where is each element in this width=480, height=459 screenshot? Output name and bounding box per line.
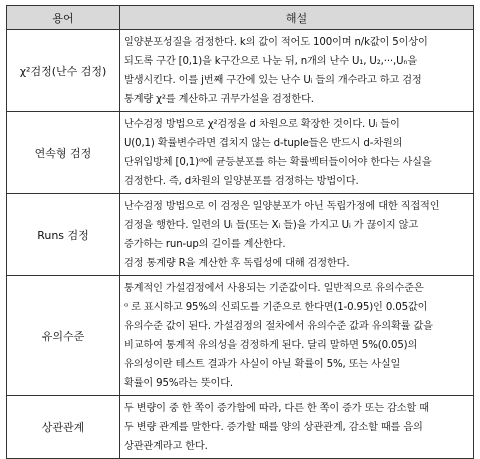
explanation-line: 난수검정 방법으로 χ²검정을 d 차원으로 확장한 것이다. Uᵢ 들이: [124, 119, 400, 130]
glossary-table-wrapper: [6, 5, 473, 459]
explanation-line: 두 변량 관계를 말한다. 증가할 때를 양의 상관관계, 감소할 때를 음의: [124, 422, 423, 433]
term-cell: Runs 검정: [7, 194, 120, 276]
explanation-line: 검정한다. 즉, d차원의 일양분포를 검정하는 방법이다.: [124, 176, 359, 187]
explanation-line: 되도록 구간 [0,1)을 k구간으로 나눈 뒤, n개의 난수 U₁, U₂,···,Uₙ을: [124, 56, 418, 67]
explanation-line: 검정을 행한다. 일련의 Uᵢ 들(또는 Xᵢ 들)을 가지고 Uᵢ 가 끊이지 않고: [124, 220, 419, 231]
glossary-table: [6, 5, 474, 459]
term-cell: χ²검정(난수 검정): [7, 30, 120, 112]
explanation-cell: [120, 396, 474, 459]
explanation-column-header: 해설: [120, 6, 474, 30]
explanation-line: 상관관계라고 한다.: [124, 441, 208, 452]
explanation-line: 검정 통계량 R을 계산한 후 독립성에 대해 검정한다.: [124, 258, 350, 269]
explanation-line: 증가하는 run-up의 길이를 계산한다.: [124, 239, 286, 250]
explanation-cell: [120, 276, 474, 396]
explanation-cell: [120, 112, 474, 194]
table-row: [7, 276, 474, 396]
table-row: [7, 30, 474, 112]
explanation-line: 비교하여 통계적 유의성을 검정하게 된다. 달리 말하면 5%(0.05)의: [124, 340, 418, 351]
term-column-header: 용어: [7, 6, 120, 30]
term-cell: 연속형 검정: [7, 112, 120, 194]
explanation-line: 통계적인 가설검정에서 사용되는 기준값이다. 일반적으로 유의수준은: [124, 283, 424, 294]
table-row: [7, 112, 474, 194]
table-row: [7, 194, 474, 276]
explanation-cell: [120, 30, 474, 112]
explanation-line: U(0,1) 확률변수라면 겹치지 않는 d-tuple들은 반드시 d-차원의: [124, 138, 403, 149]
explanation-line: 단위입방체 [0,1)ᵈ에 균등분포를 하는 확률벡터들이어야 한다는 사실을: [124, 157, 432, 168]
term-cell: 상관관계: [7, 396, 120, 459]
explanation-line: 일양분포성질을 검정한다. k의 값이 적어도 100이며 n/k값이 5이상이: [124, 37, 428, 48]
explanation-cell: [120, 194, 474, 276]
explanation-line: 난수검정 방법으로 이 검정은 일양분포가 아닌 독립가정에 대한 직접적인: [124, 201, 440, 212]
explanation-line: 확률이 95%라는 뜻이다.: [124, 378, 233, 389]
table-row: [7, 396, 474, 459]
explanation-line: ᵅ 로 표시하고 95%의 신뢰도를 기준으로 한다면(1-0.95)인 0.05값이: [124, 302, 428, 313]
table-header-row: [7, 6, 474, 30]
explanation-line: 두 변량이 중 한 쪽이 증가함에 따라, 다른 한 쪽이 증가 또는 감소할 때: [124, 403, 429, 414]
explanation-line: 통계량 χ²를 계산하고 귀무가설을 검정한다.: [124, 94, 314, 105]
explanation-line: 유의수준 값이 된다. 가설검정의 절차에서 유의수준 값과 유의확률 값을: [124, 321, 433, 332]
explanation-line: 발생시킨다. 이를 j번째 구간에 있는 난수 Uᵢ 들의 개수라고 하고 검정: [124, 75, 422, 86]
term-cell: 유의수준: [7, 276, 120, 396]
explanation-line: 유의성이란 테스트 결과가 사실이 아닐 확률이 5%, 또는 사실일: [124, 359, 401, 370]
